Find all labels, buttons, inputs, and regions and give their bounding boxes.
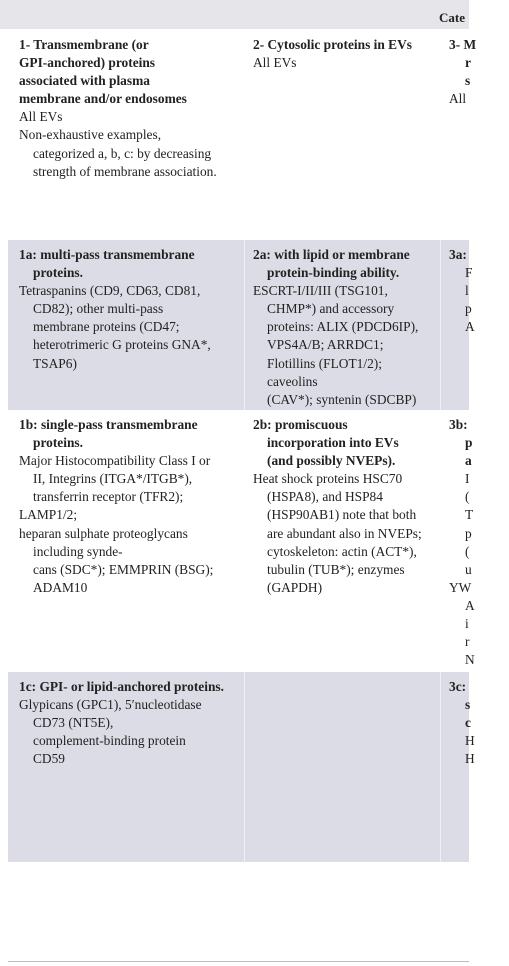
cell-2b bbox=[253, 416, 448, 597]
cell-title: 2- Cytosolic proteins in EVs bbox=[253, 37, 412, 52]
cell-category-3 bbox=[449, 36, 509, 108]
cell-text: Heat shock proteins HSC70 bbox=[253, 471, 403, 487]
cell-text: Flotillins (FLOT1/2); bbox=[267, 355, 382, 371]
cell-text: strength of membrane association. bbox=[33, 163, 217, 179]
table-row-1b bbox=[8, 410, 475, 672]
table-header-band bbox=[0, 0, 469, 29]
cell-title: 3a: bbox=[449, 247, 467, 262]
cell-text: heparan sulphate proteoglycans bbox=[19, 525, 188, 541]
cell-text: (CAV*); syntenin (SDCBP) bbox=[267, 391, 417, 407]
cell-text: YW bbox=[449, 579, 472, 595]
cell-text: I bbox=[465, 471, 470, 487]
cell-text: Non-exhaustive examples, bbox=[19, 127, 162, 143]
cell-text: (GAPDH) bbox=[267, 579, 323, 595]
cell-text: CD59 bbox=[33, 751, 65, 767]
cell-title: 3- M bbox=[449, 37, 477, 52]
cell-title: 3b: bbox=[449, 417, 468, 432]
cell-title: c bbox=[465, 715, 471, 731]
cell-text: H bbox=[465, 733, 475, 749]
table-row-1c bbox=[8, 672, 475, 862]
cell-title: s bbox=[465, 73, 471, 89]
cell-text: CD82); other multi-pass bbox=[33, 301, 164, 317]
cell-text: p bbox=[465, 525, 472, 541]
cell-3a bbox=[449, 246, 509, 336]
cell-text: cans (SDC*); EMMPRIN (BSG); bbox=[33, 561, 214, 577]
cell-title: p bbox=[465, 435, 473, 451]
cell-title: r bbox=[465, 55, 471, 71]
cell-title: a bbox=[465, 453, 472, 469]
cell-text: N bbox=[465, 652, 475, 668]
cell-text: r bbox=[465, 634, 470, 650]
cell-text: All bbox=[449, 91, 467, 107]
cell-text: l bbox=[465, 283, 469, 299]
cell-text: Major Histocompatibility Class I or bbox=[19, 453, 211, 469]
cell-text: heterotrimeric G proteins GNA*, bbox=[33, 337, 211, 353]
cell-text: Tetraspanins (CD9, CD63, CD81, bbox=[19, 283, 201, 299]
cell-title: s bbox=[465, 697, 471, 713]
cell-text: VPS4A/B; ARRDC1; bbox=[267, 337, 384, 353]
cell-text: u bbox=[465, 561, 472, 577]
cell-1a bbox=[19, 246, 247, 373]
cell-text: transferrin receptor (TFR2); bbox=[33, 489, 184, 505]
cell-category-2 bbox=[253, 36, 448, 72]
cell-text: including synde- bbox=[33, 543, 123, 559]
cell-text: tubulin (TUB*); enzymes bbox=[267, 561, 405, 577]
cell-title: (and possibly NVEPs). bbox=[267, 453, 396, 469]
cell-text: CHMP*) and accessory bbox=[267, 301, 395, 317]
cell-text: categorized a, b, c: by decreasing bbox=[33, 145, 212, 161]
cell-text: H bbox=[465, 751, 475, 767]
cell-text: ESCRT-I/II/III (TSG101, bbox=[253, 283, 388, 299]
cell-text: cytoskeleton: actin (ACT*), bbox=[267, 543, 417, 559]
cell-text: (HSPA8), and HSP84 bbox=[267, 489, 383, 505]
cell-3c bbox=[449, 678, 509, 768]
cell-text: are abundant also in NVEPs; bbox=[267, 525, 422, 541]
cell-text: A bbox=[465, 319, 475, 335]
cell-text: II, Integrins (ITGA*/ITGB*), bbox=[33, 471, 193, 487]
cell-category-1 bbox=[19, 36, 247, 181]
table-row-category bbox=[8, 36, 477, 236]
table-bottom-rule bbox=[8, 961, 469, 962]
cell-title: 1a: multi-pass transmembrane bbox=[19, 247, 195, 262]
cell-text: T bbox=[465, 507, 474, 523]
table-row-1a bbox=[8, 240, 475, 410]
cell-text: F bbox=[465, 265, 473, 281]
cell-title: incorporation into EVs bbox=[267, 435, 399, 451]
cell-3b bbox=[449, 416, 509, 669]
cell-1b bbox=[19, 416, 247, 597]
cell-text: p bbox=[465, 301, 472, 317]
cell-title: 3c: bbox=[449, 679, 467, 694]
cell-text: All EVs bbox=[19, 109, 63, 125]
cell-text: caveolins bbox=[267, 373, 318, 389]
cell-text: complement-binding protein bbox=[33, 733, 186, 749]
cell-text: (HSP90AB1) note that both bbox=[267, 507, 417, 523]
cell-text: TSAP6) bbox=[33, 355, 77, 371]
cell-title: 1- Transmembrane (or GPI-anchored) proteins associated with plasma membrane and/or endosomes bbox=[19, 37, 187, 107]
cell-2a bbox=[253, 246, 448, 409]
cell-text: LAMP1/2; bbox=[19, 507, 78, 523]
cell-text: i bbox=[465, 616, 469, 632]
cell-title: 2a: with lipid or membrane bbox=[253, 247, 410, 262]
cell-text: proteins: ALIX (PDCD6IP), bbox=[267, 319, 419, 335]
cell-title: 2b: promiscuous bbox=[253, 417, 348, 432]
cell-title: 1c: GPI- or lipid-anchored proteins. bbox=[19, 679, 224, 694]
cell-title: proteins. bbox=[33, 435, 83, 451]
cell-title: 1b: single-pass transmembrane bbox=[19, 417, 198, 432]
cell-text: ( bbox=[465, 489, 470, 505]
cell-text: A bbox=[465, 597, 475, 613]
cell-text: All EVs bbox=[253, 55, 297, 71]
column-group-header: Cate bbox=[439, 10, 465, 25]
column-divider bbox=[440, 672, 441, 862]
cell-1c bbox=[19, 678, 247, 768]
cell-text: membrane proteins (CD47; bbox=[33, 319, 180, 335]
cell-text: ( bbox=[465, 543, 470, 559]
cell-text: ADAM10 bbox=[33, 579, 88, 595]
cell-title: protein-binding ability. bbox=[267, 265, 400, 281]
cell-text: CD73 (NT5E), bbox=[33, 715, 114, 731]
cell-title: proteins. bbox=[33, 265, 83, 281]
cell-text: Glypicans (GPC1), 5′nucleotidase bbox=[19, 697, 202, 713]
